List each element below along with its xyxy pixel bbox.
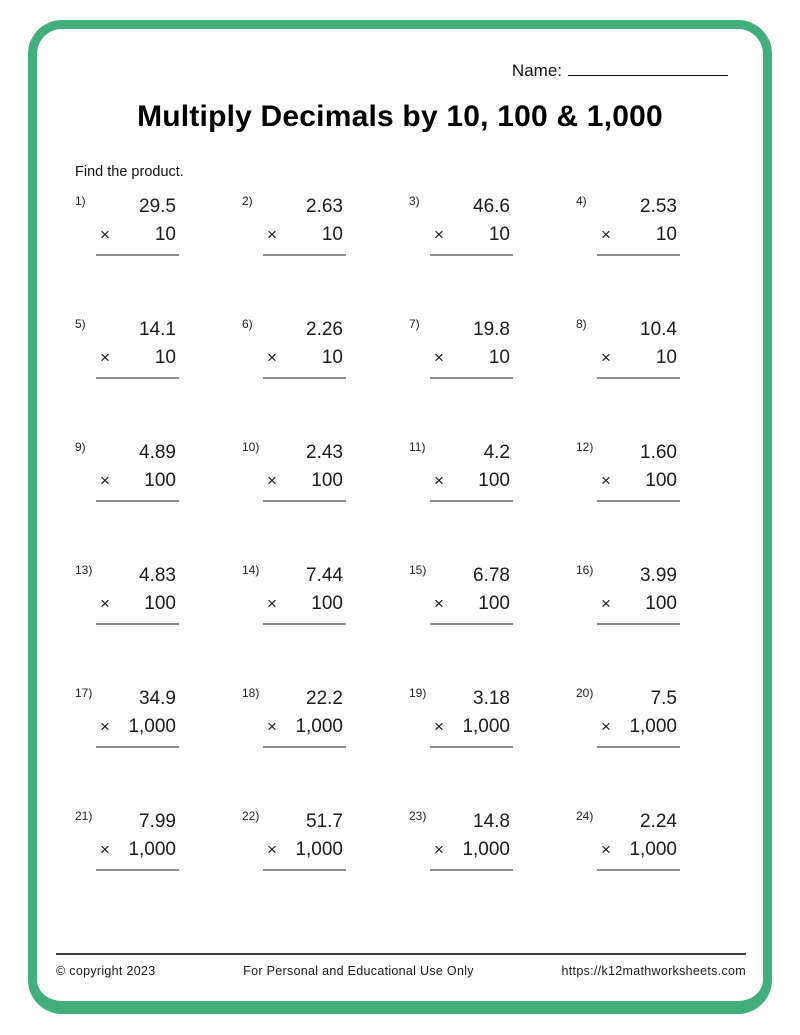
multiplier-row — [601, 836, 677, 864]
problem-block — [267, 193, 343, 290]
answer-space[interactable] — [100, 871, 176, 905]
multiplier-row — [100, 590, 176, 618]
multiplier-row — [100, 467, 176, 495]
multiplier: 100 — [645, 593, 677, 614]
multiplier: 1,000 — [462, 716, 510, 737]
multiplier: 10 — [655, 224, 677, 245]
multiplier: 1,000 — [295, 716, 343, 737]
problem-number: 24) — [576, 809, 594, 823]
multiplicand: 22.2 — [306, 688, 343, 709]
problem-number: 12) — [576, 440, 594, 454]
multiplication-problem — [235, 439, 402, 562]
answer-space[interactable] — [100, 748, 176, 782]
problem-number: 17) — [75, 686, 93, 700]
multiply-sign-icon: × — [601, 225, 611, 244]
multiply-sign-icon: × — [434, 840, 444, 859]
multiplicand: 51.7 — [306, 811, 343, 832]
multiplication-problem — [68, 562, 235, 685]
problem-block — [267, 562, 343, 659]
multiply-sign-icon: × — [434, 348, 444, 367]
multiplication-problem — [569, 685, 736, 808]
answer-space[interactable] — [100, 502, 176, 536]
multiplier: 10 — [488, 224, 510, 245]
multiply-sign-icon: × — [100, 717, 110, 736]
multiply-sign-icon: × — [434, 717, 444, 736]
multiplicand: 2.63 — [306, 196, 343, 217]
multiplication-problem — [402, 193, 569, 316]
multiply-sign-icon: × — [434, 225, 444, 244]
problem-block — [601, 193, 677, 290]
multiplier-row — [601, 344, 677, 372]
problem-block — [601, 562, 677, 659]
multiplier-row — [100, 221, 176, 249]
problem-number: 5) — [75, 317, 86, 331]
multiplicand: 14.1 — [139, 319, 176, 340]
multiplication-problem — [402, 562, 569, 685]
multiplicand: 7.99 — [139, 811, 176, 832]
answer-space[interactable] — [601, 625, 677, 659]
answer-space[interactable] — [100, 379, 176, 413]
multiplication-problem — [235, 685, 402, 808]
multiplication-problem — [569, 439, 736, 562]
answer-space[interactable] — [267, 502, 343, 536]
problem-block — [601, 439, 677, 536]
multiplication-problem — [569, 808, 736, 931]
multiply-sign-icon: × — [100, 840, 110, 859]
multiplication-problem — [235, 562, 402, 685]
problem-number: 22) — [242, 809, 260, 823]
multiplication-problem — [402, 685, 569, 808]
name-blank-line[interactable] — [568, 58, 728, 76]
multiplicand: 2.53 — [640, 196, 677, 217]
problem-block — [267, 439, 343, 536]
multiplier: 100 — [311, 593, 343, 614]
answer-space[interactable] — [267, 871, 343, 905]
multiplication-problem — [68, 439, 235, 562]
multiplier-row — [100, 344, 176, 372]
problem-number: 7) — [409, 317, 420, 331]
problem-number: 23) — [409, 809, 427, 823]
multiplier-row — [601, 590, 677, 618]
problem-block — [267, 316, 343, 413]
multiplier-row — [601, 713, 677, 741]
multiplicand: 1.60 — [640, 442, 677, 463]
multiply-sign-icon: × — [267, 594, 277, 613]
problem-number: 20) — [576, 686, 594, 700]
problem-number: 15) — [409, 563, 427, 577]
multiplier: 10 — [154, 224, 176, 245]
answer-space[interactable] — [601, 871, 677, 905]
multiplicand: 2.26 — [306, 319, 343, 340]
multiply-sign-icon: × — [100, 225, 110, 244]
multiplication-problem — [569, 562, 736, 685]
multiplier: 100 — [144, 470, 176, 491]
answer-space[interactable] — [100, 256, 176, 290]
problem-block — [434, 193, 510, 290]
multiplication-problem — [402, 316, 569, 439]
answer-space[interactable] — [267, 256, 343, 290]
problem-number: 21) — [75, 809, 93, 823]
answer-space[interactable] — [267, 748, 343, 782]
multiply-sign-icon: × — [601, 348, 611, 367]
answer-space[interactable] — [100, 625, 176, 659]
problem-number: 19) — [409, 686, 427, 700]
problem-number: 2) — [242, 194, 253, 208]
multiplier-row — [434, 590, 510, 618]
problems-grid — [68, 193, 736, 931]
answer-space[interactable] — [434, 625, 510, 659]
multiplier-row — [434, 713, 510, 741]
multiplicand: 3.18 — [473, 688, 510, 709]
multiply-sign-icon: × — [100, 471, 110, 490]
multiplier: 10 — [154, 347, 176, 368]
answer-space[interactable] — [434, 502, 510, 536]
problem-number: 1) — [75, 194, 86, 208]
problem-block — [267, 808, 343, 905]
problem-number: 8) — [576, 317, 587, 331]
multiply-sign-icon: × — [601, 717, 611, 736]
page-title: Multiply Decimals by 10, 100 & 1,000 — [137, 100, 663, 133]
answer-space[interactable] — [601, 502, 677, 536]
multiplier-row — [434, 836, 510, 864]
usage-text: For Personal and Educational Use Only — [243, 964, 474, 978]
name-label: Name: — [511, 61, 562, 80]
multiplication-problem — [235, 316, 402, 439]
multiply-sign-icon: × — [100, 594, 110, 613]
problem-block — [100, 193, 176, 290]
problem-block — [434, 562, 510, 659]
multiplier: 10 — [655, 347, 677, 368]
multiply-sign-icon: × — [601, 840, 611, 859]
multiplication-problem — [402, 439, 569, 562]
multiplication-problem — [569, 193, 736, 316]
multiply-sign-icon: × — [601, 471, 611, 490]
multiplicand: 34.9 — [139, 688, 176, 709]
multiplication-problem — [68, 316, 235, 439]
answer-space[interactable] — [434, 379, 510, 413]
multiplier: 100 — [645, 470, 677, 491]
problem-block — [267, 685, 343, 782]
multiplier-row — [100, 836, 176, 864]
multiplicand: 14.8 — [473, 811, 510, 832]
multiplication-problem — [68, 193, 235, 316]
multiplier-row — [267, 344, 343, 372]
multiplier-row — [434, 221, 510, 249]
problem-number: 13) — [75, 563, 93, 577]
problem-number: 14) — [242, 563, 260, 577]
multiplication-problem — [569, 316, 736, 439]
multiplier: 100 — [311, 470, 343, 491]
footer — [56, 953, 746, 978]
problem-number: 11) — [409, 440, 426, 454]
multiplicand: 4.83 — [139, 565, 176, 586]
answer-space[interactable] — [601, 256, 677, 290]
multiplicand: 46.6 — [473, 196, 510, 217]
multiplicand: 4.2 — [483, 442, 510, 463]
multiplicand: 6.78 — [473, 565, 510, 586]
problem-block — [100, 808, 176, 905]
multiplicand: 10.4 — [640, 319, 677, 340]
problem-number: 6) — [242, 317, 253, 331]
multiplication-problem — [235, 193, 402, 316]
multiplication-problem — [68, 685, 235, 808]
instructions-text: Find the product. — [75, 164, 184, 180]
problem-number: 16) — [576, 563, 594, 577]
multiplier: 100 — [144, 593, 176, 614]
problem-block — [100, 316, 176, 413]
multiplier-row — [267, 590, 343, 618]
multiplicand: 2.43 — [306, 442, 343, 463]
problem-number: 18) — [242, 686, 260, 700]
problem-block — [100, 685, 176, 782]
multiplier-row — [434, 467, 510, 495]
multiplication-problem — [402, 808, 569, 931]
multiplier-row — [267, 221, 343, 249]
multiplier: 100 — [478, 593, 510, 614]
multiplier: 1,000 — [629, 716, 677, 737]
multiplier: 1,000 — [295, 839, 343, 860]
multiply-sign-icon: × — [434, 471, 444, 490]
problem-block — [434, 808, 510, 905]
multiplier: 1,000 — [462, 839, 510, 860]
multiply-sign-icon: × — [601, 594, 611, 613]
problem-block — [434, 439, 510, 536]
name-field-row — [512, 58, 728, 81]
multiplier-row — [601, 467, 677, 495]
multiply-sign-icon: × — [434, 594, 444, 613]
multiplicand: 29.5 — [139, 196, 176, 217]
multiplicand: 3.99 — [640, 565, 677, 586]
problem-block — [601, 316, 677, 413]
problem-number: 10) — [242, 440, 260, 454]
multiplier-row — [601, 221, 677, 249]
multiplication-problem — [68, 808, 235, 931]
multiplicand: 4.89 — [139, 442, 176, 463]
website-link[interactable]: https://k12mathworksheets.com — [561, 964, 746, 978]
multiplier-row — [267, 713, 343, 741]
multiplier: 100 — [478, 470, 510, 491]
multiplier: 1,000 — [629, 839, 677, 860]
multiply-sign-icon: × — [267, 840, 277, 859]
problem-block — [434, 316, 510, 413]
multiplier-row — [100, 713, 176, 741]
answer-space[interactable] — [267, 379, 343, 413]
answer-space[interactable] — [601, 748, 677, 782]
answer-space[interactable] — [434, 871, 510, 905]
problem-number: 4) — [576, 194, 587, 208]
multiplier: 1,000 — [128, 716, 176, 737]
problem-block — [100, 439, 176, 536]
problem-block — [601, 685, 677, 782]
answer-space[interactable] — [434, 748, 510, 782]
multiplier: 1,000 — [128, 839, 176, 860]
multiply-sign-icon: × — [267, 225, 277, 244]
problem-block — [434, 685, 510, 782]
multiply-sign-icon: × — [100, 348, 110, 367]
problem-number: 9) — [75, 440, 86, 454]
answer-space[interactable] — [434, 256, 510, 290]
problem-block — [601, 808, 677, 905]
multiplier-row — [267, 467, 343, 495]
multiplicand: 2.24 — [640, 811, 677, 832]
multiplier: 10 — [321, 347, 343, 368]
answer-space[interactable] — [267, 625, 343, 659]
multiplicand: 19.8 — [473, 319, 510, 340]
multiplicand: 7.5 — [650, 688, 677, 709]
multiplier-row — [267, 836, 343, 864]
multiplier: 10 — [321, 224, 343, 245]
copyright-text: © copyright 2023 — [56, 964, 156, 978]
multiplication-problem — [235, 808, 402, 931]
problem-block — [100, 562, 176, 659]
multiply-sign-icon: × — [267, 348, 277, 367]
answer-space[interactable] — [601, 379, 677, 413]
multiplicand: 7.44 — [306, 565, 343, 586]
problem-number: 3) — [409, 194, 420, 208]
multiply-sign-icon: × — [267, 717, 277, 736]
multiplier: 10 — [488, 347, 510, 368]
multiplier-row — [434, 344, 510, 372]
multiply-sign-icon: × — [267, 471, 277, 490]
